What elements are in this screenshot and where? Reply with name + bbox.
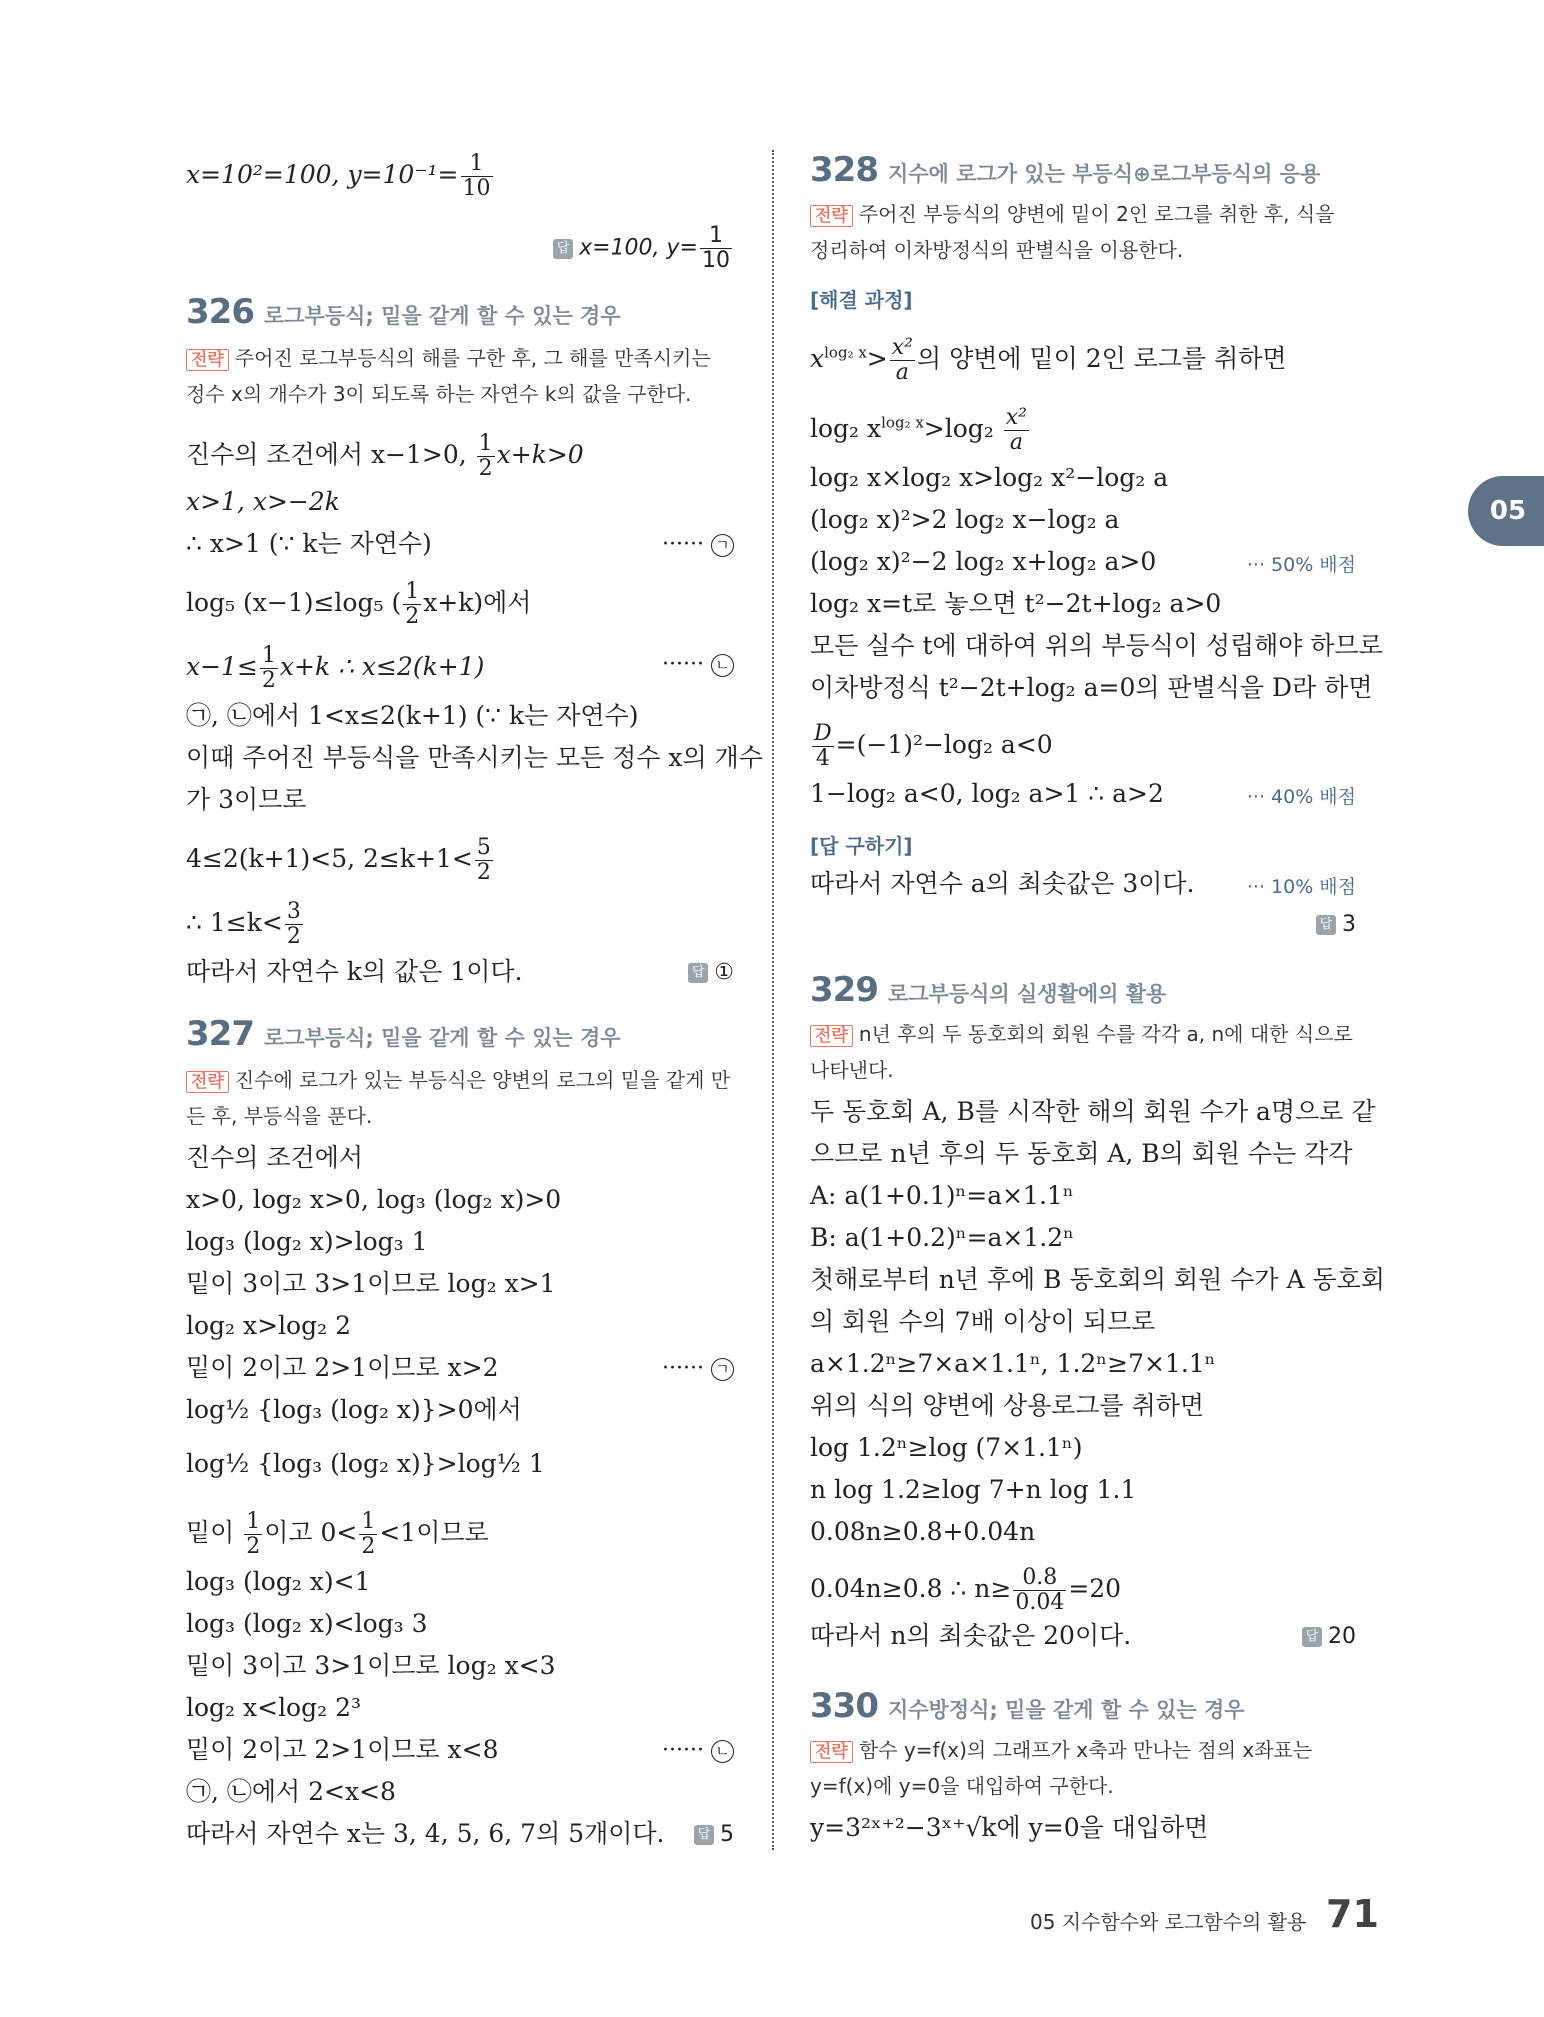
line: 밑이 2이고 2>1이므로 x>2 [186,1353,499,1382]
score-note: ··· 50% 배점 [1246,554,1356,576]
line: log½ {log₃ (log₂ x)}>0에서 [186,1395,522,1424]
line: B: a(1+0.2)ⁿ=a×1.2ⁿ [810,1223,1074,1252]
line: 따라서 자연수 a의 최솟값은 3이다. [810,869,1195,898]
line: 밑이 3이고 3>1이므로 log₂ x>1 [186,1269,556,1298]
line: 이차방정식 t²−2t+log₂ a=0의 판별식을 D라 하면 [810,673,1373,702]
line: $x^{log_2 x}>$ $\frac{\text{x²}}{a}$ 의 양변에 밑이 2인 로그를 취하면 [810,335,1287,385]
line: log₂ x=t로 놓으면 t²−2t+log₂ a>0 [810,589,1222,618]
strategy-330: 전략 함수 y=f(x)의 그래프가 x축과 만나는 점의 x좌표는 y=f(x)에 y=0을 대입하여 구한다. [810,1738,1313,1798]
answer-box: 답 x=100, y= $\frac{1}{10}$ [553,224,734,273]
line: a×1.2ⁿ≥7×a×1.1ⁿ, 1.2ⁿ≥7×1.1ⁿ [810,1349,1216,1378]
answer-box: 답 20 [1302,1624,1356,1649]
line: 0.08n≥0.8+0.04n [810,1517,1036,1546]
answer-icon: 답 [553,239,573,259]
line: log₅ (x−1)≤log₅ ( $\frac{1}{2}$ x+k)에서 [186,579,532,629]
problem-header-328: 328 지수에 로그가 있는 부등식⊕로그부등식의 응용 [810,150,1321,190]
line: log₂ x<log₂ 2³ [186,1693,362,1722]
problem-header-327: 327 로그부등식; 밑을 같게 할 수 있는 경우 [186,1014,621,1054]
score-note: ··· 40% 배점 [1246,786,1356,808]
line: log₂ $x^{log_2 x}>\log_2$ $\frac{\text{x²}}{a}$ [810,405,1027,455]
line: log 1.2ⁿ≥log (7×1.1ⁿ) [810,1433,1083,1462]
label-b: ······ ㄴ [662,1738,734,1763]
line: ㉠, ㉡에서 2<x<8 [186,1777,396,1806]
strategy-tag: 전략 [186,349,229,371]
line: $\frac{D}{4}$ =(−1)²−log₂ a<0 [814,721,1053,771]
line: x>1, x>−2k [186,487,340,516]
line: 따라서 자연수 x는 3, 4, 5, 6, 7의 5개이다. [186,1819,665,1848]
line: (log₂ x)²>2 log₂ x−log₂ a [810,505,1120,534]
line: log₃ (log₂ x)<1 [186,1567,371,1596]
line: A: a(1+0.1)ⁿ=a×1.1ⁿ [810,1181,1074,1210]
line: n log 1.2≥log 7+n log 1.1 [810,1475,1137,1504]
line: 따라서 n의 최솟값은 20이다. [810,1621,1132,1650]
line: ㉠, ㉡에서 1<x≤2(k+1) (∵ k는 자연수) [186,701,639,730]
column-divider [772,150,774,1850]
line: ∴ 1≤k< $\frac{3}{2}$ [186,899,301,949]
score-note: ··· 10% 배점 [1246,876,1356,898]
answer-label: [답 구하기] [810,834,913,858]
line: 밑이 3이고 3>1이므로 log₂ x<3 [186,1651,556,1680]
strategy-329: 전략 n년 후의 두 동호회의 회원 수를 각각 a, n에 대한 식으로 나타낸다. [810,1022,1353,1082]
line: ∴ x>1 (∵ k는 자연수) [186,529,432,558]
line: log₂ x×log₂ x>log₂ x²−log₂ a [810,463,1169,492]
strategy-328: 전략 주어진 부등식의 양변에 밑이 2인 로그를 취한 후, 식을 정리하여 이차방정식의 판별식을 이용한다. [810,202,1335,262]
strategy-327: 전략 진수에 로그가 있는 부등식은 양변의 로그의 밑을 같게 만든 후, 부등식을 푼다. [186,1068,731,1128]
line: 위의 식의 양변에 상용로그를 취하면 [810,1391,1205,1420]
line: log₃ (log₂ x)<log₃ 3 [186,1609,428,1638]
line: 모든 실수 t에 대하여 위의 부등식이 성립해야 하므로 [810,631,1383,660]
page-number: 71 [1326,1892,1379,1936]
process-label: [해결 과정] [810,288,913,312]
line: 진수의 조건에서 [186,1143,363,1172]
line: log₃ (log₂ x)>log₃ 1 [186,1227,428,1256]
answer-box: 답 3 [1316,912,1356,937]
answer-box: 답 ① [688,960,734,985]
label-b: ······ ㄴ [662,652,734,677]
line: 밑이 2이고 2>1이므로 x<8 [186,1735,499,1764]
line: (log₂ x)²−2 log₂ x+log₂ a>0 [810,547,1157,576]
line: 밑이 $\frac{1}{2}$ 이고 0< $\frac{1}{2}$ <1이므로 [186,1509,489,1559]
label-a: ······ ㄱ [662,1356,734,1381]
line: 두 동호회 A, B를 시작한 해의 회원 수가 a명으로 같 [810,1097,1376,1126]
fraction: $\frac{1}{10}$ [462,151,491,201]
line: 첫해로부터 n년 후에 B 동호회의 회원 수가 A 동호회 [810,1265,1385,1294]
line: 4≤2(k+1)<5, 2≤k+1< $\frac{5}{2}$ [186,835,491,885]
answer-box: 답 5 [694,1822,734,1847]
top-equation: x=10²=100, y=10⁻¹= $\frac{1}{10}$ [186,151,491,201]
chapter-tab[interactable]: 05 [1468,476,1544,546]
line: 의 회원 수의 7배 이상이 되므로 [810,1307,1156,1336]
line: 가 3이므로 [186,785,307,814]
line: 진수의 조건에서 x−1>0, $\frac{1}{2}$ x+k>0 [186,431,584,481]
line: 따라서 자연수 k의 값은 1이다. [186,957,523,986]
line: x−1≤ $\frac{1}{2}$ x+k ∴ x≤2(k+1) [186,643,485,693]
line: 이때 주어진 부등식을 만족시키는 모든 정수 x의 개수 [186,743,763,772]
problem-header-329: 329 로그부등식의 실생활에의 활용 [810,970,1167,1010]
problem-header-326: 326 로그부등식; 밑을 같게 할 수 있는 경우 [186,292,621,332]
footer-chapter-title: 05 지수함수와 로그함수의 활용 [1030,1910,1307,1934]
line: 으므로 n년 후의 두 동호회 A, B의 회원 수는 각각 [810,1139,1353,1168]
line: log₂ x>log₂ 2 [186,1311,351,1340]
strategy-326: 전략 주어진 로그부등식의 해를 구한 후, 그 해를 만족시키는 정수 x의 개수가 3이 되도록 하는 자연수 k의 값을 구한다. [186,346,711,406]
line: 1−log₂ a<0, log₂ a>1 ∴ a>2 [810,779,1164,808]
label-a: ······ ㄱ [662,532,734,557]
problem-header-330: 330 지수방정식; 밑을 같게 할 수 있는 경우 [810,1686,1245,1726]
line: 0.04n≥0.8 ∴ n≥ $\frac{0.8}{0.04}$ =20 [810,1565,1122,1615]
line: x>0, log₂ x>0, log₃ (log₂ x)>0 [186,1185,562,1214]
line: y=3²ˣ⁺²−3ˣ⁺√k에 y=0을 대입하면 [810,1813,1209,1842]
line: log½ {log₃ (log₂ x)}>log½ 1 [186,1449,545,1478]
